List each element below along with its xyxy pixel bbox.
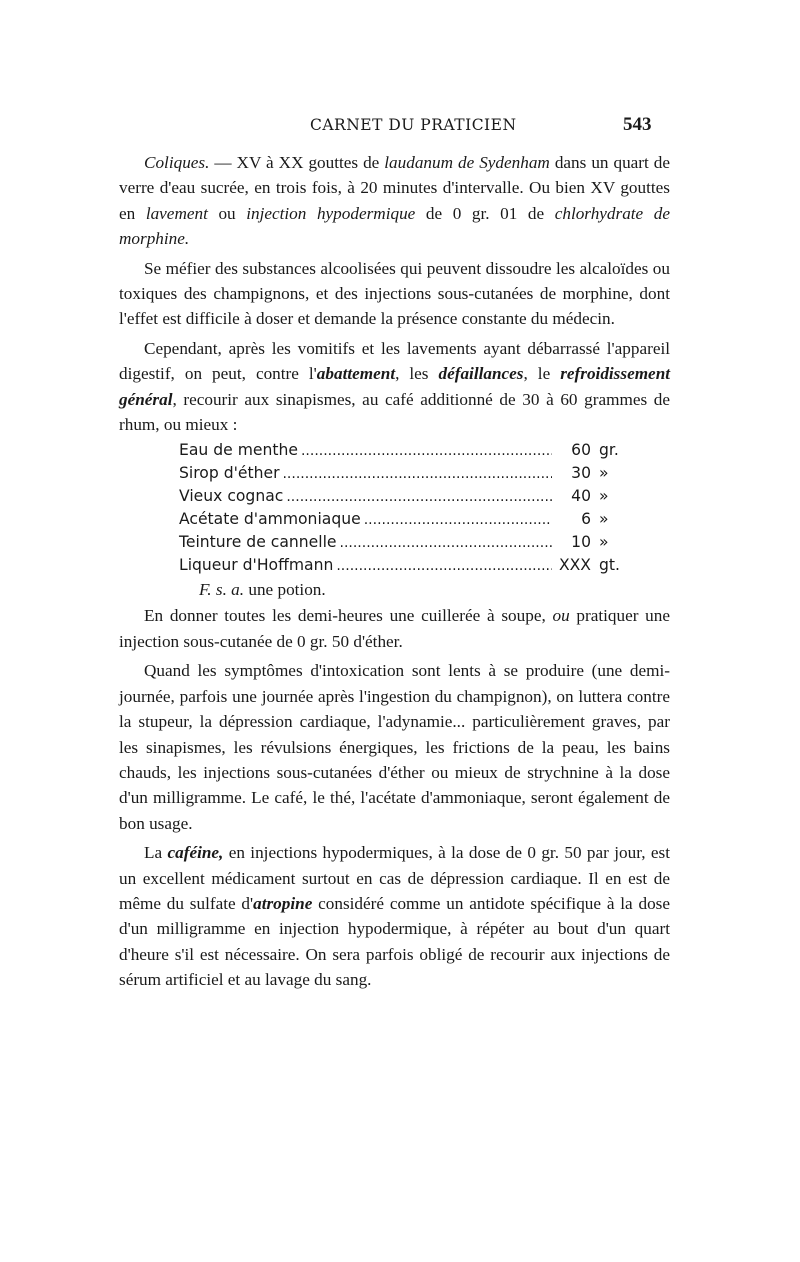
page-number: 543 xyxy=(623,114,652,135)
quantity: 6 xyxy=(581,510,591,529)
recipe-item xyxy=(179,508,649,531)
paragraph-slow-symptoms: Quand les symptômes d'intoxication sont lents à se produire (une demi-journée, parfois une journée après l'ingestion du champignon), on luttera contre la stupeur, la dépression cardiaque, l'adynamie... particulièrement graves, par les sinapismes, les révulsions énergiques, les frictions de la peau, les bains chauds, les injections sous-cutanées d'éther ou mieux de strychnine à la dose d'un milligramme. Le café, le thé, l'acétate d'ammoniaque, seront également de bon usage. xyxy=(119,661,670,833)
recipe-item xyxy=(179,554,649,577)
emphasis: F. s. a. xyxy=(199,580,245,600)
text-run: considéré comme un antidote spécifique à la dose d'un milligramme en injection hypodermique, à répéter au bout d'un quart d'heure s'il est nécessaire. On sera parfois obligé de recourir aux injections de sérum artificiel et au lavage du sang. xyxy=(119,893,670,990)
emphasis: chlorhydrate de morphine. xyxy=(119,203,670,249)
text-run: , recourir aux sinapismes, au café additionné de 30 à 60 grammes de rhum, ou mieux : xyxy=(119,389,670,435)
paragraph-warning: Se méfier des substances alcoolisées qui peuvent dissoudre les alcaloïdes ou toxiques des champignons, et des injections sous-cutanées de morphine, dont l'effet est difficile à doser et demande la présence constante du médecin. xyxy=(119,258,670,329)
unit: » xyxy=(599,487,609,506)
text-run: La xyxy=(144,843,168,863)
emphasis: abattement xyxy=(316,364,396,384)
text-run: en injections hypodermiques, à la dose de 0 gr. 50 par jour, est un excellent médicament surtout en cas de dépression cardiaque. Il en est de même du sulfate d' xyxy=(119,843,670,913)
text-run: ou xyxy=(207,203,247,223)
quantity: XXX xyxy=(558,556,591,575)
page-body xyxy=(119,150,670,997)
recipe-list xyxy=(179,439,649,577)
text-run: Cependant, après les vomitifs et les lavements ayant débarrassé l'appareil digestif, on peut, contre l' xyxy=(119,338,670,384)
quantity: 30 xyxy=(571,464,591,483)
emphasis: ou xyxy=(552,606,570,626)
ingredient: Liqueur d'Hoffmann xyxy=(179,556,334,575)
emphasis: injection hypodermique xyxy=(246,203,416,223)
leader-dots xyxy=(340,532,553,555)
prescription-note xyxy=(199,577,670,603)
leader-dots xyxy=(282,463,552,486)
text-run: dans un quart de verre d'eau sucrée, en trois fois, à 20 minutes d'intervalle. Ou bien XV gouttes en xyxy=(119,153,670,223)
quantity: 40 xyxy=(571,487,591,506)
text-run: pratiquer une injection sous-cutanée de 0 gr. 50 d'éther. xyxy=(119,606,670,651)
emphasis: lavement xyxy=(145,203,208,223)
paragraph-dosage xyxy=(119,603,670,654)
recipe-item xyxy=(179,531,649,554)
text-run: , le xyxy=(523,364,561,384)
recipe-item xyxy=(179,439,649,462)
emphasis: caféine, xyxy=(167,843,224,863)
paragraph-coliques xyxy=(119,150,670,252)
emphasis: défaillances xyxy=(438,364,524,384)
text-run: En donner toutes les demi-heures une cuillerée à soupe, xyxy=(144,606,553,626)
recipe-item xyxy=(179,462,649,485)
leader-dots xyxy=(286,486,552,509)
emphasis: refroidissement général xyxy=(119,364,671,409)
text-run: de 0 gr. 01 de xyxy=(415,203,555,223)
leader-dots xyxy=(364,509,552,532)
quantity: 60 xyxy=(571,441,591,460)
unit: » xyxy=(599,510,609,529)
section-heading: Coliques. xyxy=(144,153,210,172)
paragraph-caffeine xyxy=(119,840,670,992)
emphasis: atropine xyxy=(253,893,313,913)
running-header: CARNET DU PRATICIEN xyxy=(310,116,517,134)
unit: gr. xyxy=(599,441,619,460)
recipe-item xyxy=(179,485,649,508)
paragraph-treatment xyxy=(119,336,670,438)
leader-dots xyxy=(336,555,552,578)
text-run: , les xyxy=(395,364,439,384)
unit: gt. xyxy=(599,556,620,575)
ingredient: Acétate d'ammoniaque xyxy=(179,510,361,529)
ingredient: Eau de menthe xyxy=(179,441,298,460)
ingredient: Teinture de cannelle xyxy=(179,533,337,552)
unit: » xyxy=(599,533,609,552)
ingredient: Vieux cognac xyxy=(179,487,284,506)
ingredient: Sirop d'éther xyxy=(179,464,280,483)
text-run: — XV à XX gouttes de xyxy=(209,153,385,172)
quantity: 10 xyxy=(571,533,591,552)
leader-dots xyxy=(301,440,552,463)
unit: » xyxy=(599,464,609,483)
emphasis: laudanum de Sydenham xyxy=(384,153,550,172)
text-run: une potion. xyxy=(244,580,326,600)
